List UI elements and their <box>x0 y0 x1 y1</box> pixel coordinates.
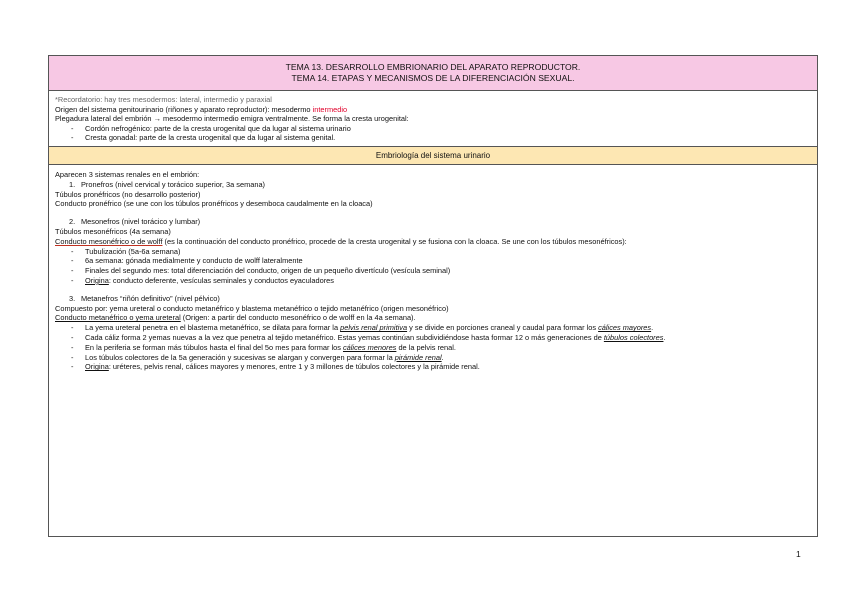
reminder-note: *Recordatorio: hay tres mesodermos: lateral, intermedio y paraxial <box>55 95 272 104</box>
pronefros-heading <box>55 180 811 190</box>
metanefros-duct-label: Conducto metanéfrico o yema ureteral <box>55 313 181 323</box>
bullet-dash: - <box>71 342 74 352</box>
mesonefros-bullet <box>55 256 811 266</box>
term-tubulos-colectores: túbulos colectores <box>603 332 664 342</box>
title-line-2: TEMA 14. ETAPAS Y MECANISMOS DE LA DIFERENCIACIÓN SEXUAL. <box>291 73 575 83</box>
mesonefros-tubules: Túbulos mesonéfricos (4a semana) <box>55 226 171 236</box>
metanefros-duct <box>55 313 811 323</box>
fold-line: Plegadura lateral del embrión → mesodermo intermedio emigra ventralmente. Se forma la cresta urogenital: <box>55 114 409 124</box>
mesonefros-duct-text: (es la continuación del conducto pronéfrico, procede de la cresta urogenital y se fusiona con la cloaca. Se une con los túbulos mesonéfricos): <box>162 236 627 246</box>
bullet-text: Tubulización (5a-6a semana) <box>85 246 181 256</box>
intro-bullet <box>55 124 811 134</box>
metanefros-bullet <box>55 343 811 353</box>
bullet-text: . <box>663 332 666 342</box>
mesonefros-bullet <box>55 247 811 257</box>
mesonefros-bullet <box>55 266 811 276</box>
origin-text: Origen del sistema genitourinario (riñones y aparato reproductor): mesodermo <box>55 104 313 114</box>
origin-label: Origina <box>85 362 109 372</box>
metanefros-heading <box>55 294 811 304</box>
page-number: 1 <box>796 549 801 559</box>
bullet-dash: - <box>71 362 74 372</box>
term-calices-menores: cálices menores <box>342 342 397 352</box>
bullet-dash: - <box>71 256 74 266</box>
metanefros-bullet <box>55 333 811 343</box>
bullet-text: La yema ureteral penetra en el blastema metanéfrico, se dilata para formar la <box>85 323 341 333</box>
pronefros-duct: Conducto pronéfrico (se une con los túbulos pronéfricos y desemboca caudalmente en la cloaca) <box>55 199 373 209</box>
bullet-dash: - <box>71 332 74 342</box>
bullet-text: Cordón nefrogénico: parte de la cresta urogenital que da lugar al sistema urinario <box>85 123 351 133</box>
bullet-dash: - <box>71 133 74 143</box>
bullet-text: Cada cáliz forma 2 yemas nuevas a la vez que penetra al tejido metanéfrico. Estas yemas continúan subdividiéndose hasta formar 12 o más generaciones de <box>85 332 604 342</box>
bullet-dash: - <box>71 352 74 362</box>
pronefros-tubules: Túbulos pronéfricos (no desarrollo posterior) <box>55 189 201 199</box>
bullet-text: Cresta gonadal: parte de la cresta urogenital que da lugar al sistema genital. <box>85 133 336 143</box>
body-block <box>49 165 817 372</box>
metanefros-origin <box>55 362 811 372</box>
origin-line <box>55 105 811 115</box>
list-number: 2. <box>69 217 76 227</box>
metanefros-composition: Compuesto por: yema ureteral o conducto metanéfrico y blastema metanéfrico o tejido metanéfrico (origen mesonéfrico) <box>55 303 449 313</box>
bullet-text: . <box>441 352 444 362</box>
mesonefros-duct <box>55 237 811 247</box>
title-line-1: TEMA 13. DESARROLLO EMBRIONARIO DEL APARATO REPRODUCTOR. <box>285 62 581 72</box>
term-calices-mayores: cálices mayores <box>598 323 652 333</box>
bullet-dash: - <box>71 323 74 333</box>
mesonefros-title: Mesonefros (nivel torácico y lumbar) <box>81 217 201 227</box>
intro-bullet <box>55 133 811 143</box>
bullet-text: Los túbulos colectores de la 5a generación y sucesivas se alargan y convergen para formar la <box>85 352 395 362</box>
section-title: Embriología del sistema urinario <box>375 150 491 160</box>
metanefros-title: Metanefros “riñón definitivo” (nivel pélvico) <box>81 293 220 303</box>
pronefros-title: Pronefros (nivel cervical y torácico superior, 3a semana) <box>81 179 266 189</box>
section-header <box>49 147 817 165</box>
term-pelvis-renal-primitiva: pelvis renal primitiva <box>340 323 408 333</box>
bullet-text: y se divide en porciones craneal y caudal para formar los <box>407 323 599 333</box>
origin-text: : uréteres, pelvis renal, cálices mayores y menores, entre 1 y 3 millones de túbulos colectores y la pirámide renal. <box>108 362 480 372</box>
origin-label: Origina <box>85 275 109 285</box>
bullet-text: Finales del segundo mes: total diferenciación del conducto, origen de un pequeño divertículo (vesícula seminal) <box>85 266 451 276</box>
list-number: 1. <box>69 179 76 189</box>
bullet-text: 6a semana: gónada medialmente y conducto de wolff lateralmente <box>85 256 303 266</box>
origin-accent: intermedio <box>312 104 348 114</box>
bullet-text: . <box>651 323 654 333</box>
body-intro: Aparecen 3 sistemas renales en el embrión: <box>55 169 200 179</box>
bullet-dash: - <box>71 266 74 276</box>
term-piramide-renal: pirámide renal <box>394 352 442 362</box>
bullet-dash: - <box>71 275 74 285</box>
intro-block <box>49 91 817 147</box>
bullet-dash: - <box>71 123 74 133</box>
page-frame <box>48 55 818 537</box>
title-banner <box>49 56 817 91</box>
mesonefros-duct-label: Conducto mesonéfrico o de wolff <box>55 236 163 246</box>
bullet-dash: - <box>71 246 74 256</box>
origin-text: : conducto deferente, vesículas seminales y conductos eyaculadores <box>108 275 334 285</box>
metanefros-duct-text: (Origen: a partir del conducto mesonéfrico o de wolff en la 4a semana). <box>180 313 416 323</box>
mesonefros-heading <box>55 217 811 227</box>
metanefros-bullet <box>55 353 811 363</box>
metanefros-bullet <box>55 323 811 333</box>
bullet-text: de la pelvis renal. <box>396 342 456 352</box>
mesonefros-origin <box>55 276 811 286</box>
list-number: 3. <box>69 293 76 303</box>
bullet-text: En la periferia se forman más túbulos hasta el final del 5o mes para formar los <box>85 342 343 352</box>
